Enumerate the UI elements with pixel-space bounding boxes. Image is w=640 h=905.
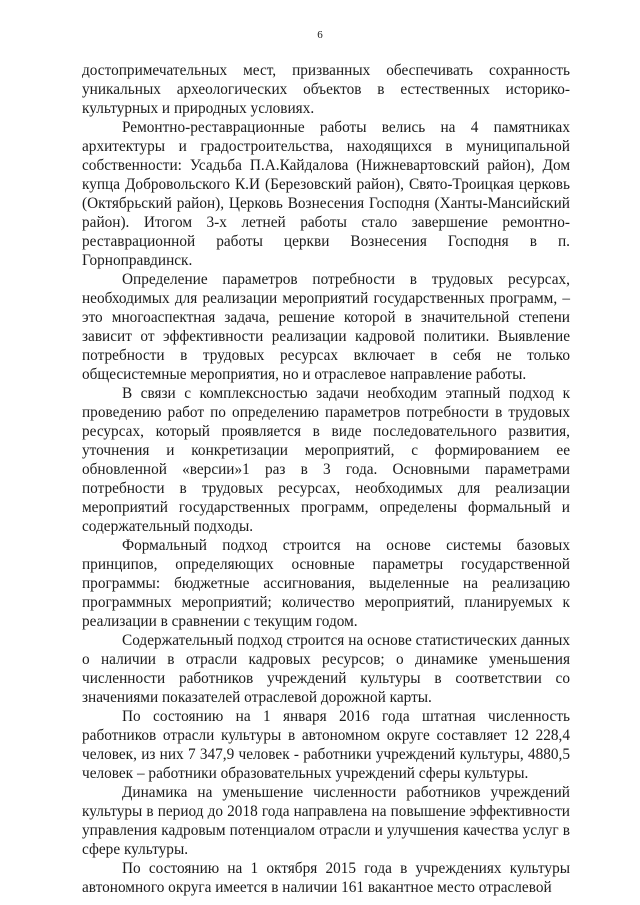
paragraph-substantive-approach: Содержательный подход строится на основе статистических данных о наличии в отрасли кадровых ресурсов; о динамике уменьшения численности работников учреждений культуры в соответствии со значениями показателей отраслевой дорожной карты. <box>82 632 570 706</box>
document-body <box>82 61 570 897</box>
paragraph-restoration-works: Ремонтно-реставрационные работы велись на 4 памятниках архитектуры и градостроительства, находящихся в муниципальной собственности: Усадьба П.А.Кайдалова (Нижневартовский район), Дом купца Добровольского К.И (Березовский район), Свято-Троицкая церковь (Октябрьский район), Церковь Вознесения Господня (Ханты-Мансийский район). Итогом 3-х летней работы стало завершение ремонтно-реставрационной работы церкви Вознесения Господня в п. Горноправдинск. <box>82 119 570 269</box>
paragraph-staged-approach: В связи с комплексностью задачи необходим этапный подход к проведению работ по определению параметров потребности в трудовых ресурсах, который проявляется в виде последовательного развития, уточнения и конкретизации мероприятий, с формированием ее обновленной «версии»1 раз в 3 года. Основными параметрами потребности в трудовых ресурсах, необходимых для реализации мероприятий государственных программ, определены формальный и содержательный подходы. <box>82 385 570 535</box>
page-number: 6 <box>317 29 323 41</box>
paragraph-formal-approach: Формальный подход строится на основе системы базовых принципов, определяющих основные параметры государственной программы: бюджетные ассигнования, выделенные на реализацию программных мероприятий; количество мероприятий, планируемых к реализации в сравнении с текущим годом. <box>82 537 570 630</box>
paragraph-staff-numbers-2016: По состоянию на 1 января 2016 года штатная численность работников отрасли культуры в автономном округе составляет 12 228,4 человек, из них 7 347,9 человек - работники учреждений культуры, 4880,5 человек – работники образовательных учреждений сферы культуры. <box>82 708 570 782</box>
paragraph-staff-dynamics: Динамика на уменьшение численности работников учреждений культуры в период до 2018 года направлена на повышение эффективности управления кадровым потенциалом отрасли и улучшения качества услуг в сфере культуры. <box>82 784 570 858</box>
paragraph-continuation: достопримечательных мест, призванных обеспечивать сохранность уникальных археологических объектов в естественных историко-культурных и природных условиях. <box>82 62 570 117</box>
paragraph-vacancies-2015: По состоянию на 1 октября 2015 года в учреждениях культуры автономного округа имеется в наличии 161 вакантное место отраслевой <box>82 860 570 896</box>
paragraph-labor-needs: Определение параметров потребности в трудовых ресурсах, необходимых для реализации мероприятий государственных программ, – это многоаспектная задача, решение которой в значительной степени зависит от эффективности реализации кадровой политики. Выявление потребности в трудовых ресурсах включает в себя не только общесистемные мероприятия, но и отраслевое направление работы. <box>82 271 570 383</box>
